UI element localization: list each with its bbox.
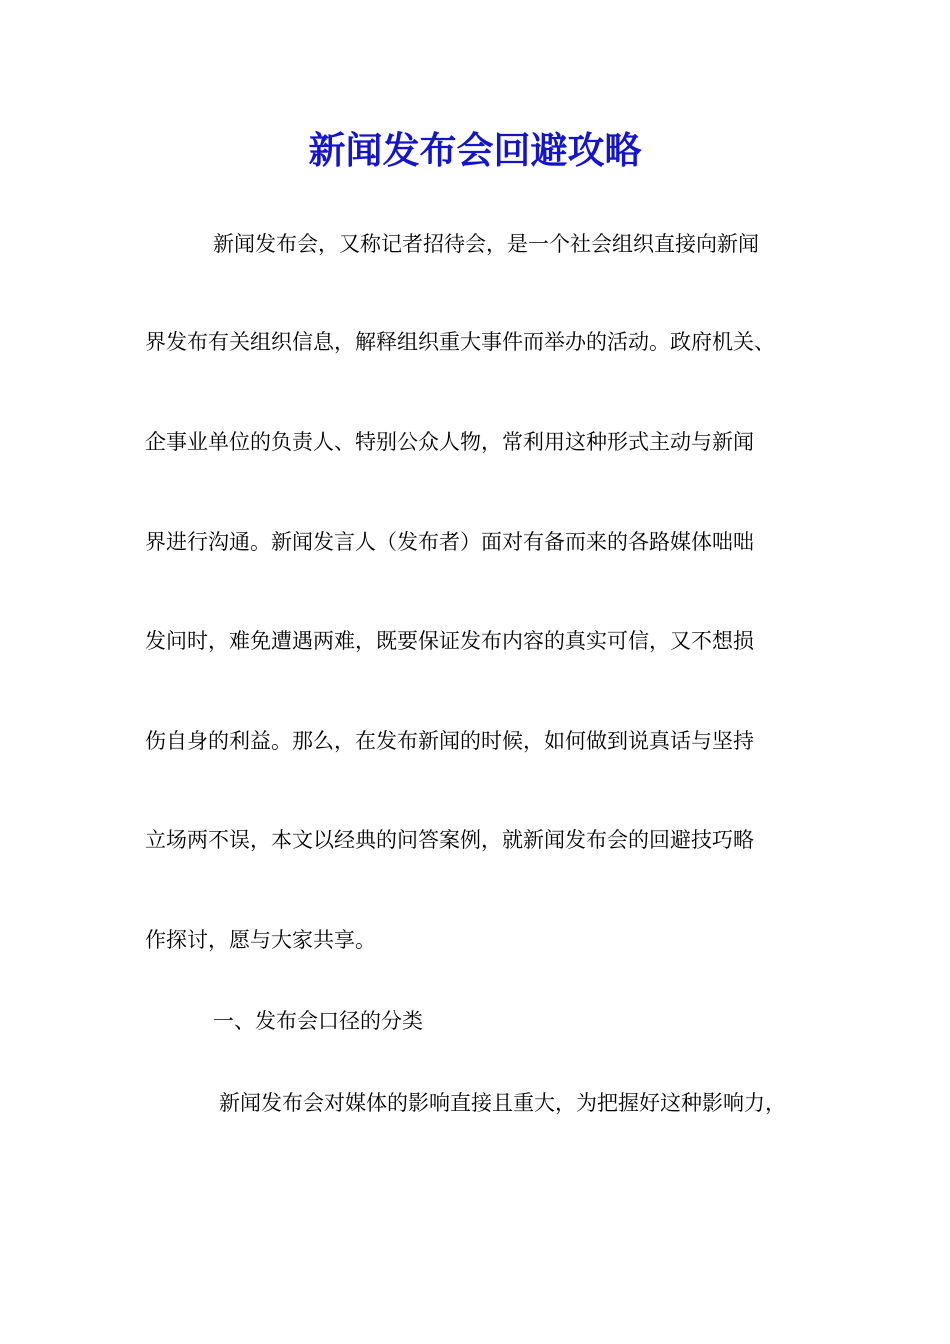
paragraph-line: 发问时，难免遭遇两难，既要保证发布内容的真实可信，又不想损 [145, 629, 754, 653]
paragraph-line: 立场两不误，本文以经典的问答案例，就新闻发布会的回避技巧略 [145, 828, 754, 852]
paragraph-line: 作探讨，愿与大家共享。 [145, 928, 376, 952]
paragraph-line: 新闻发布会对媒体的影响直接且重大，为把握好这种影响力， [219, 1091, 786, 1115]
paragraph-line: 伤自身的利益。那么，在发布新闻的时候，如何做到说真话与坚持 [145, 729, 754, 753]
paragraph-line: 新闻发布会，又称记者招待会，是一个社会组织直接向新闻 [213, 232, 759, 256]
paragraph-line: 界进行沟通。新闻发言人（发布者）面对有备而来的各路媒体咄咄 [145, 530, 754, 554]
paragraph-line: 界发布有关组织信息，解释组织重大事件而举办的活动。政府机关、 [145, 330, 775, 354]
document-title: 新闻发布会回避攻略 [308, 128, 642, 172]
section-heading: 一、发布会口径的分类 [213, 1009, 423, 1033]
paragraph-line: 企事业单位的负责人、特别公众人物，常利用这种形式主动与新闻 [145, 430, 754, 454]
